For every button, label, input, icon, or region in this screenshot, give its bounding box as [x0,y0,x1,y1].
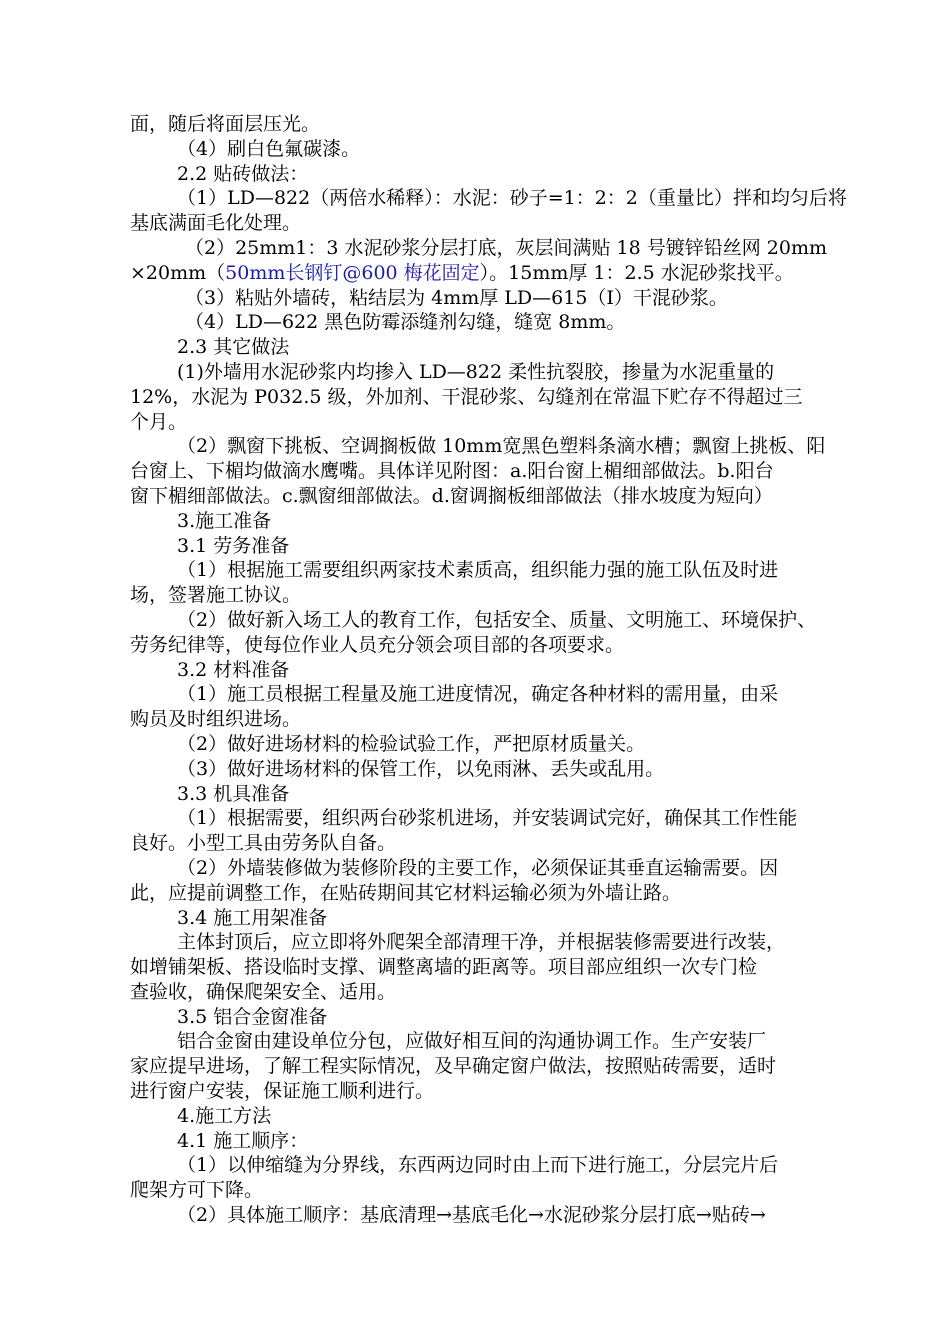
section-heading: 3.1 劳务准备 [177,534,290,557]
text-line: （2）做好进场材料的检验试验工作，严把原材质量关。 [177,732,646,755]
text-line: （3）粘贴外墙砖，粘结层为 4mm厚 LD—615（I）干混砂浆。 [185,286,728,309]
text-line: 此，应提前调整工作，在贴砖期间其它材料运输必须为外墙让路。 [130,881,682,904]
text-line: 查验收，确保爬架安全、适用。 [130,980,397,1003]
text-line: 劳务纪律等，使每位作业人员充分领会项目部的各项要求。 [130,633,625,656]
text-line: （2）具体施工顺序：基底清理→基底毛化→水泥砂浆分层打底→贴砖→ [177,1204,766,1227]
text-line: （4）刷白色氟碳漆。 [177,137,361,160]
text-line: 进行窗户安装，保证施工顺利进行。 [130,1080,435,1103]
text-line: 窗下楣细部做法。c.飘窗细部做法。d.窗调搁板细部做法（排水坡度为短向） [130,484,773,507]
section-heading: 4.施工方法 [177,1104,272,1127]
text-line: 主体封顶后，应立即将外爬架全部清理干净，并根据装修需要进行改装， [177,931,786,954]
text-line: 基底满面毛化处理。 [130,212,302,235]
text-line: （2）外墙装修做为装修阶段的主要工作，必须保证其垂直运输需要。因 [177,856,779,879]
text-line: （2）飘窗下挑板、空调搁板做 10mm宽黑色塑料条滴水槽；飘窗上挑板、阳 [177,435,826,458]
text-line: （1）根据需要，组织两台砂浆机进场，并安装调试完好，确保其工作性能 [177,807,798,830]
text-line-mixed [130,261,860,286]
section-heading: 3.5 铝合金窗准备 [177,1005,328,1028]
text-line: 铝合金窗由建设单位分包，应做好相互间的沟通协调工作。生产安装厂 [177,1030,767,1053]
section-heading: 3.2 材料准备 [177,658,290,681]
section-heading: 3.3 机具准备 [177,782,290,805]
blue-text-segment: 50mm长钢钉@600 梅花固定 [225,261,480,284]
text-line: 场，签署施工协议。 [130,584,302,607]
text-line: 购员及时组织进场。 [130,708,302,731]
text-line: 台窗上、下楣均做滴水鹰嘴。具体详见附图：a.阳台窗上楣细部做法。b.阳台 [130,460,774,483]
section-heading: 3.施工准备 [177,509,272,532]
text-line: 家应提早进场，了解工程实际情况，及早确定窗户做法，按照贴砖需要，适时 [130,1055,777,1078]
section-heading: 4.1 施工顺序： [177,1129,309,1152]
text-line: （1）以伸缩缝为分界线，东西两边同时由上而下进行施工，分层完片后 [177,1154,779,1177]
text-segment: ）。15mm厚 1：2.5 水泥砂浆找平。 [479,261,794,284]
text-line: 爬架方可下降。 [130,1179,264,1202]
text-line: （1）施工员根据工程量及施工进度情况，确定各种材料的需用量，由采 [177,683,779,706]
section-heading: 2.2 贴砖做法： [177,162,309,185]
document-body [130,112,860,1228]
text-line: (1)外墙用水泥砂浆内均掺入 LD—822 柔性抗裂胶，掺量为水泥重量的 [177,360,775,383]
section-heading: 3.4 施工用架准备 [177,906,328,929]
text-segment: ×20mm（ [130,261,226,284]
text-line: 良好。小型工具由劳务队自备。 [130,832,397,855]
text-line: （1）LD—822（两倍水稀释）：水泥：砂子=1：2：2（重量比）拌和均匀后将 [177,187,847,210]
text-line: （4）LD—622 黑色防霉添缝剂勾缝，缝宽 8mm。 [185,311,626,334]
text-line: 如增铺架板、搭设临时支撑、调整离墙的距离等。项目部应组织一次专门检 [130,956,758,979]
text-line: 面，随后将面层压光。 [130,113,321,135]
text-line: 个月。 [130,410,188,433]
text-line: （1）根据施工需要组织两家技术素质高，组织能力强的施工队伍及时进 [177,559,779,582]
text-line: （3）做好进场材料的保管工作，以免雨淋、丢失或乱用。 [177,757,665,780]
text-line: （2）做好新入场工人的教育工作，包括安全、质量、文明施工、环境保护、 [177,608,817,631]
text-line: 12%，水泥为 P032.5 级，外加剂、干混砂浆、勾缝剂在常温下贮存不得超过三 [130,385,803,408]
section-heading: 2.3 其它做法 [177,336,290,359]
text-line: （2）25mm1：3 水泥砂浆分层打底，灰层间满贴 18 号镀锌铅丝网 20mm [185,236,828,259]
